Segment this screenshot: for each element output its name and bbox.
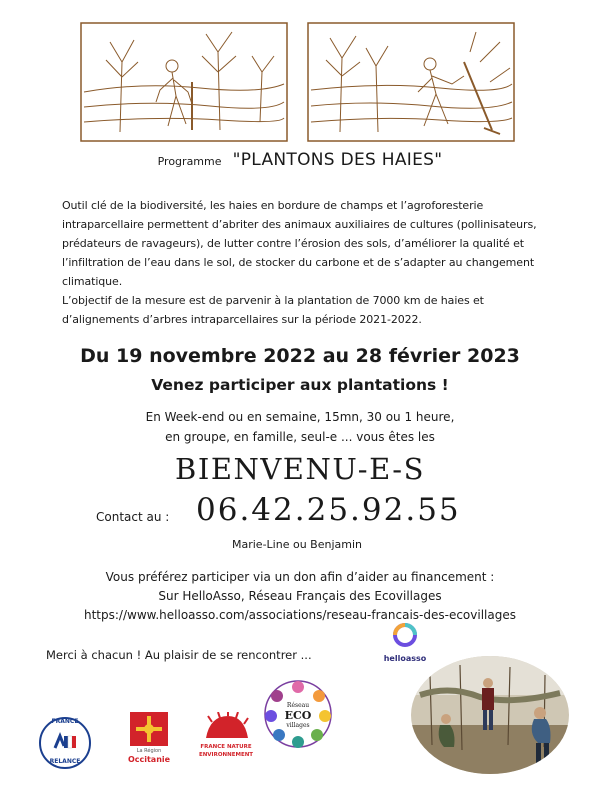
planting-photo — [410, 655, 570, 775]
fne-text-line-1: FRANCE NATURE — [200, 744, 252, 750]
thanks-message: Merci à chacun ! Au plaisir de se rencontrer ... — [46, 648, 312, 662]
donation-line-2: Sur HelloAsso, Réseau Français des Ecovillages — [158, 589, 442, 603]
ecovillages-mid-text: ECO — [284, 709, 312, 722]
intro-text — [62, 196, 552, 329]
fne-hedgehog-icon — [198, 712, 254, 742]
ecovillages-bottom-text: villages — [286, 722, 310, 729]
fne-logo — [198, 712, 254, 768]
occitanie-cross-icon — [130, 712, 168, 746]
event-details — [0, 407, 600, 447]
helloasso-wordmark: helloasso — [383, 654, 427, 663]
ecovillages-top-text: Réseau — [286, 702, 310, 709]
event-dates: Du 19 novembre 2022 au 28 février 2023 — [80, 345, 520, 367]
welcome-heading: BIENVENU-E-S — [175, 452, 425, 486]
france-relance-top-text: FRANCE — [51, 718, 79, 725]
ecovillages-logo — [262, 678, 334, 750]
fne-text-line-2: ENVIRONNEMENT — [198, 752, 254, 758]
program-prefix: Programme — [157, 155, 222, 168]
planting-illustration — [80, 22, 516, 144]
intro-paragraph-1: Outil clé de la biodiversité, les haies en bordure de champs et l’agroforesterie intraparcellaire permettent d’abriter des animaux auxiliaires de cultures (pollinisateurs, prédateurs de ravageurs), de lutter contre l’érosion des sols, d’améliorer la qualité et l’infiltration de l’eau dans le sol, de stocker du carbone et de s’adapter au changement climatique. — [62, 199, 537, 288]
occitanie-small-text: La Région — [136, 748, 162, 754]
france-relance-bottom-text: RELANCE — [49, 758, 81, 765]
contact-names: Marie-Line ou Benjamin — [232, 538, 362, 551]
donation-info — [0, 568, 600, 625]
contact-phone[interactable]: 06.42.25.92.55 — [196, 492, 461, 528]
event-details-line-2: en groupe, en famille, seul-e ... vous êtes les — [165, 430, 435, 444]
program-title: "PLANTONS DES HAIES" — [232, 150, 443, 170]
occitanie-logo — [120, 712, 178, 772]
event-call-to-action: Venez participer aux plantations ! — [151, 376, 449, 394]
contact-label: Contact au : — [96, 510, 170, 524]
donation-line-1: Vous préférez participer via un don afin d’aider au financement : — [105, 570, 495, 584]
occitanie-text: Occitanie — [127, 755, 171, 764]
intro-paragraph-2: L’objectif de la mesure est de parvenir à la plantation de 7000 km de haies et d’alignements d’arbres intraparcellaires sur la période 2021-2022. — [62, 294, 484, 326]
helloasso-ring-icon — [392, 622, 418, 648]
program-heading — [0, 150, 600, 170]
france-relance-logo — [38, 716, 92, 770]
donation-url[interactable]: https://www.helloasso.com/associations/reseau-francais-des-ecovillages — [84, 608, 516, 622]
event-details-line-1: En Week-end ou en semaine, 15mn, 30 ou 1 heure, — [145, 410, 455, 424]
